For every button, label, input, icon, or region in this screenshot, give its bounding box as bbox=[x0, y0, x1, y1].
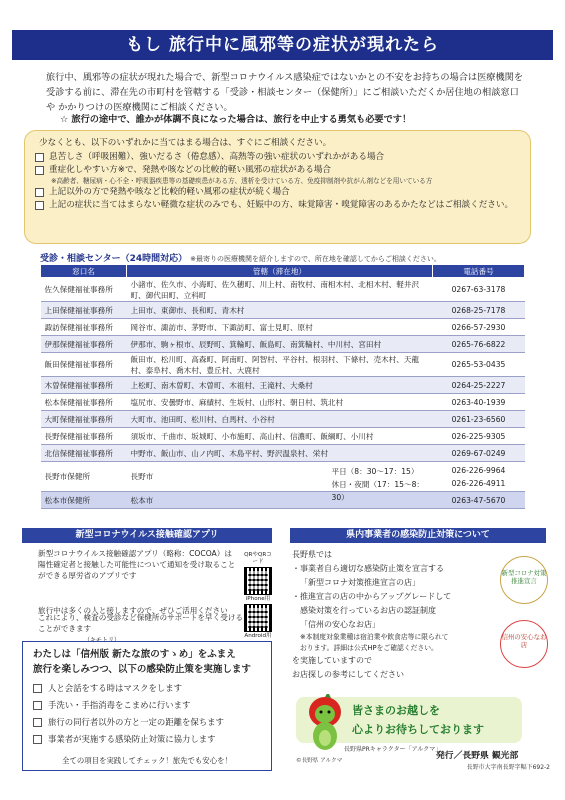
col-header: 電話番号 bbox=[433, 265, 525, 278]
app-text-3: 旅行中は多くの人と接しますので、ぜひご活用ください bbox=[38, 606, 228, 615]
app-text-2: これにより、検査の受診など保健所のサポートを早く受けることができます （キモトリ） bbox=[38, 612, 248, 646]
table-row bbox=[41, 462, 525, 492]
symptom-item: 上記の症状に当てはまらない軽微な症状のみでも、妊娠中の方、味覚障害・嗅覚障害のあるかたなどはご相談ください。 bbox=[35, 199, 520, 212]
pledge-heading: わたしは「信州版 新たな旅のすゝめ」をふまえ bbox=[33, 649, 236, 660]
pledge-heading-2: 旅行を楽しみつつ、以下の感染防止策を実施します bbox=[33, 664, 251, 675]
android-label: Android用 bbox=[244, 633, 272, 639]
checkbox-icon bbox=[35, 166, 44, 175]
checkbox-icon[interactable] bbox=[33, 735, 42, 744]
table-row bbox=[41, 394, 525, 411]
col-header: 窓口名 bbox=[41, 265, 127, 278]
pledge-footer: 全ての項目を実践してチェック！旅先でも安心を！ bbox=[62, 756, 232, 765]
office-tel: 026-226-9964 026-226-4911 bbox=[433, 462, 525, 492]
qr-code-iphone-icon[interactable] bbox=[244, 567, 272, 595]
office-name: 長野市保健所 bbox=[41, 462, 127, 492]
table-row bbox=[41, 445, 525, 462]
office-tel: 0264-25-2227 bbox=[433, 377, 525, 394]
office-hours: 平日（8：30～17：15） 休日・夜間（17：15～8：30） bbox=[331, 467, 424, 502]
office-tel: 026-225-9305 bbox=[433, 428, 525, 445]
table-row bbox=[41, 411, 525, 428]
iphone-label: iPhone用 bbox=[245, 596, 271, 602]
ruby-text: （キモトリ） bbox=[84, 637, 121, 644]
intro-text: 旅行中、風邪等の症状が現れた場合で、新型コロナウイルス感染症ではないかとの不安をお持ちの場合は医療機関を受診する前に、滞在先の市町村を管轄する「受診・相談センター（保健所）」にご相談いただくか居住地の相談窓口や かかりつけの医療機関にご相談ください。 bbox=[46, 72, 524, 113]
office-name: 木曽保健福祉事務所 bbox=[41, 377, 127, 394]
checkbox-icon[interactable] bbox=[33, 684, 42, 693]
office-name: 伊那保健福祉事務所 bbox=[41, 336, 127, 353]
app-section-title: 新型コロナウイルス接触確認アプリ bbox=[22, 528, 272, 543]
qr-label: QRやQRコード bbox=[244, 552, 272, 565]
table-row bbox=[41, 428, 525, 445]
promotion-badge-icon: 新型コロナ対策推進宣言 bbox=[500, 556, 548, 604]
office-tel: 0266-57-2930 bbox=[433, 319, 525, 336]
table-row bbox=[41, 319, 525, 336]
safe-shop-badge-icon: 信州の安心なお店 bbox=[500, 620, 548, 668]
symptom-item: 重症化しやすい方※で、発熱や咳などの比較的軽い風邪の症状がある場合 bbox=[35, 164, 520, 177]
address: 長野市大字南長野字幅下692-2 bbox=[466, 764, 550, 771]
symptoms-lead: 少なくとも、以下のいずれかに当てはまる場合は、すぐにご相談ください。 bbox=[39, 138, 332, 148]
office-name: 上田保健福祉事務所 bbox=[41, 302, 127, 319]
office-area: 中野市、飯山市、山ノ内町、木島平村、野沢温泉村、栄村 bbox=[127, 445, 433, 462]
symptoms-box bbox=[24, 130, 531, 244]
col-header: 管轄（滞在地） bbox=[127, 265, 433, 278]
pref-text: 長野県では ・事業者自ら適切な感染防止策を宣言する 「新型コロナ対策推進宣言の店」 ・推進宣言の店の中からアップグレードして 感染対策を行っているお店の認証制度 「信州の安心なお店」 ※本制度対象業種は宿泊業や飲食店等に限られて おります。詳細は公式HPをご確認ください。 を実施していますので お店探しの参考にしてください bbox=[292, 550, 452, 679]
office-tel: 0265-76-6822 bbox=[433, 336, 525, 353]
office-name: 大町保健福祉事務所 bbox=[41, 411, 127, 428]
office-area: 飯田市、松川町、高森町、阿南町、阿智村、平谷村、根羽村、下條村、売木村、天龍村、泰阜村、喬木村、豊丘村、大鹿村 bbox=[127, 353, 433, 377]
symptom-item: 息苦しさ（呼吸困難）、強いだるさ（倦怠感）、高熱等の強い症状のいずれかがある場合 bbox=[35, 151, 520, 164]
table-row bbox=[41, 353, 525, 377]
copyright: ©長野県 アルクマ bbox=[296, 758, 343, 764]
office-area: 長野市 平日（8：30～17：15） 休日・夜間（17：15～8：30） bbox=[127, 462, 433, 492]
office-name: 飯田保健福祉事務所 bbox=[41, 353, 127, 377]
office-area: 岡谷市、諏訪市、茅野市、下諏訪町、富士見町、原村 bbox=[127, 319, 433, 336]
publisher: 発行／長野県 観光部 bbox=[436, 751, 519, 761]
office-name: 北信保健福祉事務所 bbox=[41, 445, 127, 462]
checkbox-icon[interactable] bbox=[33, 718, 42, 727]
center-table bbox=[40, 264, 525, 509]
table-row bbox=[41, 302, 525, 319]
office-tel: 0265-53-0435 bbox=[433, 353, 525, 377]
symptom-item: 上記以外の方で発熱や咳など比較的軽い風邪の症状が続く場合 bbox=[35, 186, 520, 199]
center-heading: 受診・相談センター（24時間対応） ※最寄りの医療機関を紹介しますので、所在地を確認してからご相談ください。 bbox=[40, 254, 441, 264]
office-area: 小諸市、佐久市、小海町、佐久穂町、川上村、南牧村、南相木村、北相木村、軽井沢町、御代田町、立科町 bbox=[127, 278, 433, 302]
office-area: 上田市、東御市、長和町、青木村 bbox=[127, 302, 433, 319]
office-tel: 0263-40-1939 bbox=[433, 394, 525, 411]
table-row bbox=[41, 278, 525, 302]
office-area: 塩尻市、安曇野市、麻績村、生坂村、山形村、朝日村、筑北村 bbox=[127, 394, 433, 411]
office-name: 松本保健福祉事務所 bbox=[41, 394, 127, 411]
table-row bbox=[41, 336, 525, 353]
office-name: 松本市保健所 bbox=[41, 492, 127, 509]
qr-code-android-icon[interactable] bbox=[244, 604, 272, 632]
office-tel: 0268-25-7178 bbox=[433, 302, 525, 319]
office-name: 諏訪保健福祉事務所 bbox=[41, 319, 127, 336]
center-subtitle: ※最寄りの医療機関を紹介しますので、所在地を確認してからご相談ください。 bbox=[190, 255, 441, 263]
welcome-banner: 皆さまのお越しを 心よりお待ちしております bbox=[296, 697, 522, 743]
office-name: 佐久保健福祉事務所 bbox=[41, 278, 127, 302]
pledge-item[interactable]: 事業者が実施する感染防止対策に協力します bbox=[33, 734, 261, 745]
pledge-item[interactable]: 手洗い・手指消毒をこまめに行います bbox=[33, 700, 261, 711]
office-tel: 0267-63-3178 bbox=[433, 278, 525, 302]
mascot-icon bbox=[302, 694, 348, 752]
travel-pledge-box bbox=[22, 641, 272, 771]
page-title: もし 旅行中に風邪等の症状が現れたら bbox=[12, 30, 553, 60]
office-tel: 0261-23-6560 bbox=[433, 411, 525, 428]
table-row bbox=[41, 377, 525, 394]
office-tel: 0263-47-5670 bbox=[433, 492, 525, 509]
character-caption: 長野県PRキャラクター「アルクマ」 bbox=[344, 746, 442, 753]
office-area: 須坂市、千曲市、坂城町、小布施町、高山村、信濃町、飯綱町、小川村 bbox=[127, 428, 433, 445]
pledge-item[interactable]: 旅行の同行者以外の方と一定の距離を保ちます bbox=[33, 717, 261, 728]
checkbox-icon bbox=[35, 188, 44, 197]
table-row bbox=[41, 492, 525, 509]
symptoms-note: ※高齢者、糖尿病・心不全・呼吸器疾患等の基礎疾患がある方、透析を受けている方、免疫抑制剤や抗がん剤などを用いている方 bbox=[51, 177, 433, 185]
checkbox-icon bbox=[35, 153, 44, 162]
warning-text: ☆ 旅行の途中で、誰かが体調不良になった場合は、旅行を中止する勇気も必要です！ bbox=[60, 114, 412, 125]
checkbox-icon bbox=[35, 201, 44, 210]
office-tel: 0269-67-0249 bbox=[433, 445, 525, 462]
office-area: 松本市 bbox=[127, 492, 433, 509]
office-area: 大町市、池田町、松川村、白馬村、小谷村 bbox=[127, 411, 433, 428]
pledge-item[interactable]: 人と会話をする時はマスクをします bbox=[33, 683, 261, 694]
office-name: 長野保健福祉事務所 bbox=[41, 428, 127, 445]
pref-section-title: 県内事業者の感染防止対策について bbox=[290, 528, 546, 543]
office-area: 上松町、南木曽町、木曽町、木祖村、王滝村、大桑村 bbox=[127, 377, 433, 394]
office-area: 伊那市、駒ヶ根市、辰野町、箕輪町、飯島町、南箕輪村、中川村、宮田村 bbox=[127, 336, 433, 353]
app-text: 新型コロナウイルス接触確認アプリ（略称：COCOA）は陽性確定者と接触した可能性について通知を受け取ることができる厚労省のアプリです bbox=[38, 549, 236, 580]
checkbox-icon[interactable] bbox=[33, 701, 42, 710]
